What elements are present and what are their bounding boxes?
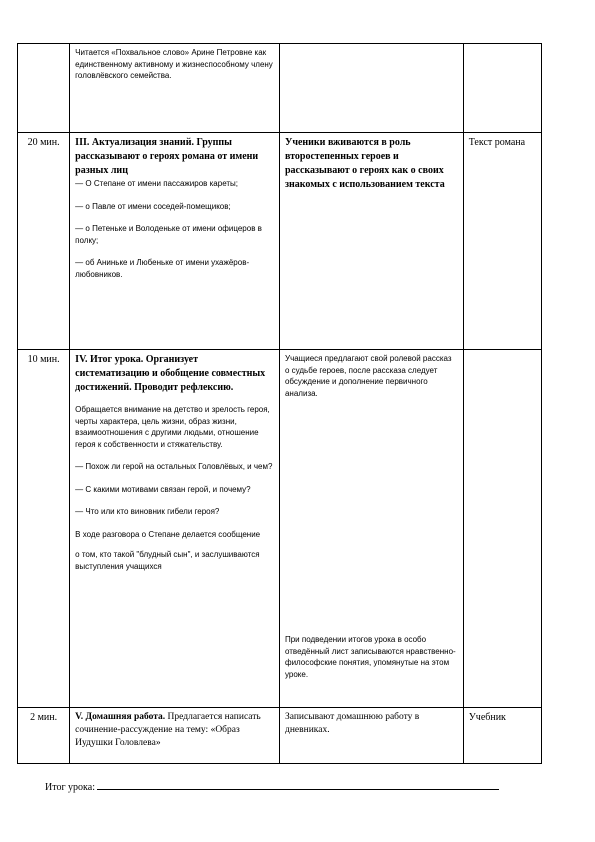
- table-row: [18, 44, 542, 133]
- teacher-activity-cell: [70, 350, 280, 708]
- stage-heading: III. Актуализация знаний. Группы рассказывают о героях романа от имени разных лиц: [75, 137, 259, 176]
- teacher-activity-text: Читается «Похвальное слово» Арине Петровне как единственному активному и жизнеспособному члену головлёвского семейства.: [75, 48, 273, 80]
- resources-cell: [463, 350, 541, 708]
- student-activity-cell: Записывают домашнюю работу в дневниках.: [279, 708, 463, 764]
- student-activity-cell: Ученики вживаются в роль второстепенных героев и рассказывают о героях как о своих знакомых с использованием текста: [279, 133, 463, 350]
- student-activity-text: Учащиеся предлагают свой ролевой рассказ о судьбе героев, после рассказа следует обсуждение и дополнение первичного анализа.: [284, 354, 452, 398]
- time-cell: 10 мин.: [18, 350, 70, 708]
- time-cell: 20 мин.: [18, 133, 70, 350]
- lesson-plan-table: [17, 43, 542, 764]
- stage-heading: V. Домашняя работа.: [75, 712, 166, 722]
- list-item: — О Степане от имени пассажиров кареты;: [75, 179, 239, 188]
- time-cell: 2 мин.: [18, 708, 70, 764]
- resources-cell: Текст романа: [463, 133, 541, 350]
- fill-in-underline: [97, 779, 499, 790]
- teacher-activity-cell: [70, 708, 280, 764]
- table-row: [18, 350, 542, 708]
- table-row: [18, 133, 542, 350]
- student-activity-cell: [279, 350, 463, 708]
- list-item: — С какими мотивами связан герой, и почему?: [75, 484, 251, 494]
- lesson-summary-line: [45, 779, 499, 795]
- student-activity-summary: При подведении итогов урока в особо отведённый лист записываются нравственно-философские понятия, упомянутые на этом уроке.: [284, 635, 456, 679]
- lesson-summary-label: Итог урока:: [45, 782, 95, 793]
- list-item: — Похож ли герой на остальных Головлёвых, и чем?: [75, 462, 273, 471]
- teacher-activity-cell: [70, 44, 280, 133]
- list-item: В ходе разговора о Степане делается сообщение: [75, 529, 261, 539]
- student-activity-cell: [279, 44, 463, 133]
- list-item: — о Павле от имени соседей-помещиков;: [75, 201, 231, 211]
- resources-cell: Учебник: [463, 708, 541, 764]
- list-item: — об Аниньке и Любеньке от имени ухажёров-любовников.: [75, 258, 250, 279]
- list-item: — Что или кто виновник гибели героя?: [75, 507, 220, 516]
- homework-text: Предлагается написать сочинение-рассуждение на тему: «Образ Иудушки Головлева»: [75, 712, 261, 748]
- list-item: о том, кто такой "блудный сын", и заслушиваются выступления учащихся: [75, 550, 260, 571]
- list-item: — о Петеньке и Володеньке от имени офицеров в полку;: [75, 224, 262, 245]
- table-row: [18, 708, 542, 764]
- resources-cell: [463, 44, 541, 133]
- teacher-activity-cell: [70, 133, 280, 350]
- list-item: Обращается внимание на детство и зрелость героя, черты характера, цель жизни, образ жизни, взаимоотношения с другими людьми, отношение героя к собственности и стяжательству.: [75, 405, 270, 449]
- stage-heading: IV. Итог урока. Организует систематизацию и обобщение совместных достижений. Проводит рефлексию.: [75, 354, 266, 393]
- time-cell: [18, 44, 70, 133]
